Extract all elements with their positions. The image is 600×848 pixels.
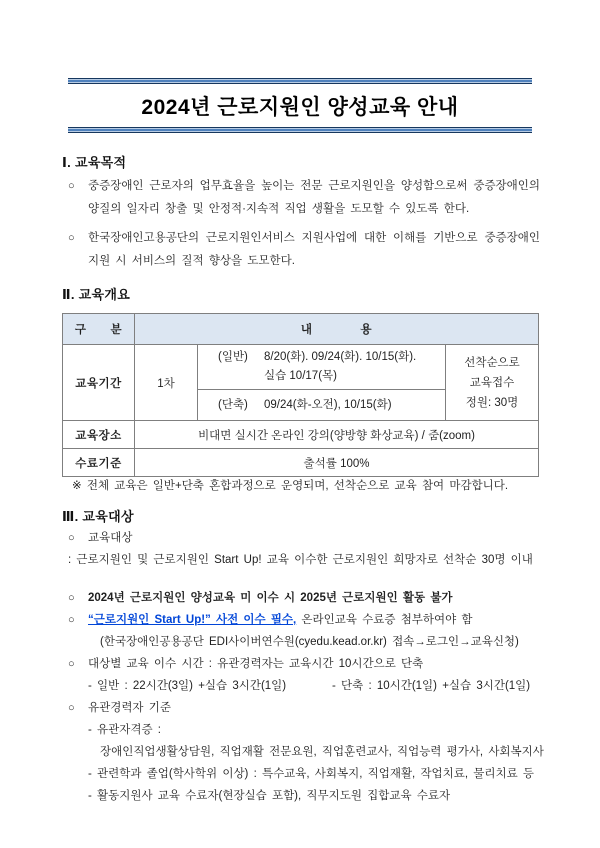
title-bottom-rule (68, 127, 532, 133)
career-etc: - 활동지원사 교육 수료자(현장실습 포함), 직무지도원 집합교육 수료자 (88, 790, 451, 802)
circle-bullet-icon: ○ (68, 180, 75, 192)
cell-criteria-label: 수료기준 (63, 449, 135, 477)
cell-capacity-note (446, 345, 539, 421)
short-label: (단축) (218, 398, 248, 411)
table-row-location (63, 421, 539, 449)
circle-bullet-icon: ○ (68, 658, 75, 670)
target-item (62, 527, 600, 549)
table-header-row (63, 314, 539, 345)
hours-intro-item (62, 653, 600, 675)
section-3-heading: Ⅲ. 교육대상 (62, 509, 134, 524)
capacity-line1: 선착순으로 (464, 356, 520, 369)
startup-detail: (한국장애인공용공단 EDI사이버연수원(cyedu.kead.or.kr) 접속→로그인→교육신청) (100, 636, 519, 648)
education-overview-table-wrap (62, 313, 539, 477)
warning-item (62, 587, 600, 609)
cell-location-label: 교육장소 (63, 421, 135, 449)
table-footnote: ※ 전체 교육은 일반+단축 혼합과정으로 운영되며, 선착순으로 교육 참여 마감합니다. (72, 480, 509, 492)
circle-bullet-icon: ○ (68, 532, 75, 544)
circle-bullet-icon: ○ (68, 232, 75, 244)
cell-period-label: 교육기간 (63, 345, 135, 421)
hours-intro-text: 대상별 교육 이수 시간 : 유관경력자는 교육시간 10시간으로 단축 (88, 658, 424, 670)
section-2-heading: Ⅱ. 교육개요 (62, 287, 131, 302)
cell-round: 1차 (135, 345, 198, 421)
hours-general: - 일반 : 22시간(3일) +실습 3시간(1일) (88, 680, 287, 692)
cell-short-schedule (198, 390, 446, 421)
general-schedule-text (264, 348, 416, 386)
purpose-bullet-2-text: 한국장애인고용공단의 근로지원인서비스 지원사업에 대한 이해를 기반으로 중증장애인 지원 시 서비스의 질적 향상을 도모한다. (88, 232, 540, 267)
general-schedule-line2: 실습 10/17(목) (264, 370, 337, 382)
warning-text: 2024년 근로지원인 양성교육 미 이수 시 2025년 근로지원인 활동 불가 (88, 592, 453, 604)
target-desc: : 근로지원인 및 근로지원인 Start Up! 교육 이수한 근로지원인 희망자로 선착순 30명 이내 (68, 554, 533, 566)
career-heading-text: 유관경력자 기준 (88, 702, 171, 714)
table-row-period-general (63, 345, 539, 390)
capacity-line2: 교육접수 (469, 376, 515, 389)
startup-rest-text: 온라인교육 수료증 첨부하여야 함 (296, 614, 473, 626)
hours-detail (62, 675, 600, 697)
header-cell-content: 내 용 (135, 314, 539, 345)
circle-bullet-icon: ○ (68, 592, 75, 604)
circle-bullet-icon: ○ (68, 702, 75, 714)
education-overview-table (62, 313, 539, 477)
general-schedule-line1: 8/20(화). 09/24(화). 10/15(화). (264, 351, 417, 363)
target-label: 교육대상 (88, 532, 133, 544)
career-major: - 관련학과 졸업(학사학위 이상) : 특수교육, 사회복지, 직업재활, 작업치료, 물리치료 등 (88, 768, 535, 780)
startup-required-link[interactable]: “근로지원인 Start Up!” 사전 이수 필수, (88, 614, 297, 626)
hours-short: - 단축 : 10시간(1일) +실습 3시간(1일) (332, 680, 531, 692)
spacer (62, 571, 600, 587)
purpose-bullet-1 (62, 175, 540, 221)
cell-location-value: 비대면 실시간 온라인 강의(양방향 화상교육) / 줌(zoom) (135, 421, 539, 449)
cell-general-schedule (198, 345, 446, 390)
general-label: (일반) (218, 351, 248, 363)
purpose-bullet-2 (62, 227, 540, 273)
header-cell-category: 구 분 (63, 314, 135, 345)
section-3-body (62, 527, 600, 807)
section-1-heading: Ⅰ. 교육목적 (62, 155, 127, 170)
career-heading-item (62, 697, 600, 719)
career-cert-label: - 유관자격증 : (88, 724, 161, 736)
circle-bullet-icon: ○ (68, 614, 75, 626)
page-title: 2024년 근로지원인 양성교육 안내 (141, 96, 459, 119)
short-schedule-text: 09/24(화-오전), 10/15(화) (264, 398, 392, 411)
startup-item (62, 609, 600, 631)
title-banner (68, 78, 532, 133)
section-1-body (62, 175, 540, 279)
capacity-line3: 정원: 30명 (465, 396, 519, 409)
cell-criteria-value: 출석률 100% (135, 449, 539, 477)
career-cert-list: 장애인직업생활상담원, 직업재활 전문요원, 직업훈련교사, 직업능력 평가사, 사회복지사 (100, 746, 544, 758)
purpose-bullet-1-text: 중증장애인 근로자의 업무효율을 높이는 전문 근로지원인을 양성함으로써 중증장애인의 양질의 일자리 창출 및 안정적·지속적 직업 생활을 도모할 수 있도록 한다. (88, 180, 540, 215)
table-row-criteria (63, 449, 539, 477)
